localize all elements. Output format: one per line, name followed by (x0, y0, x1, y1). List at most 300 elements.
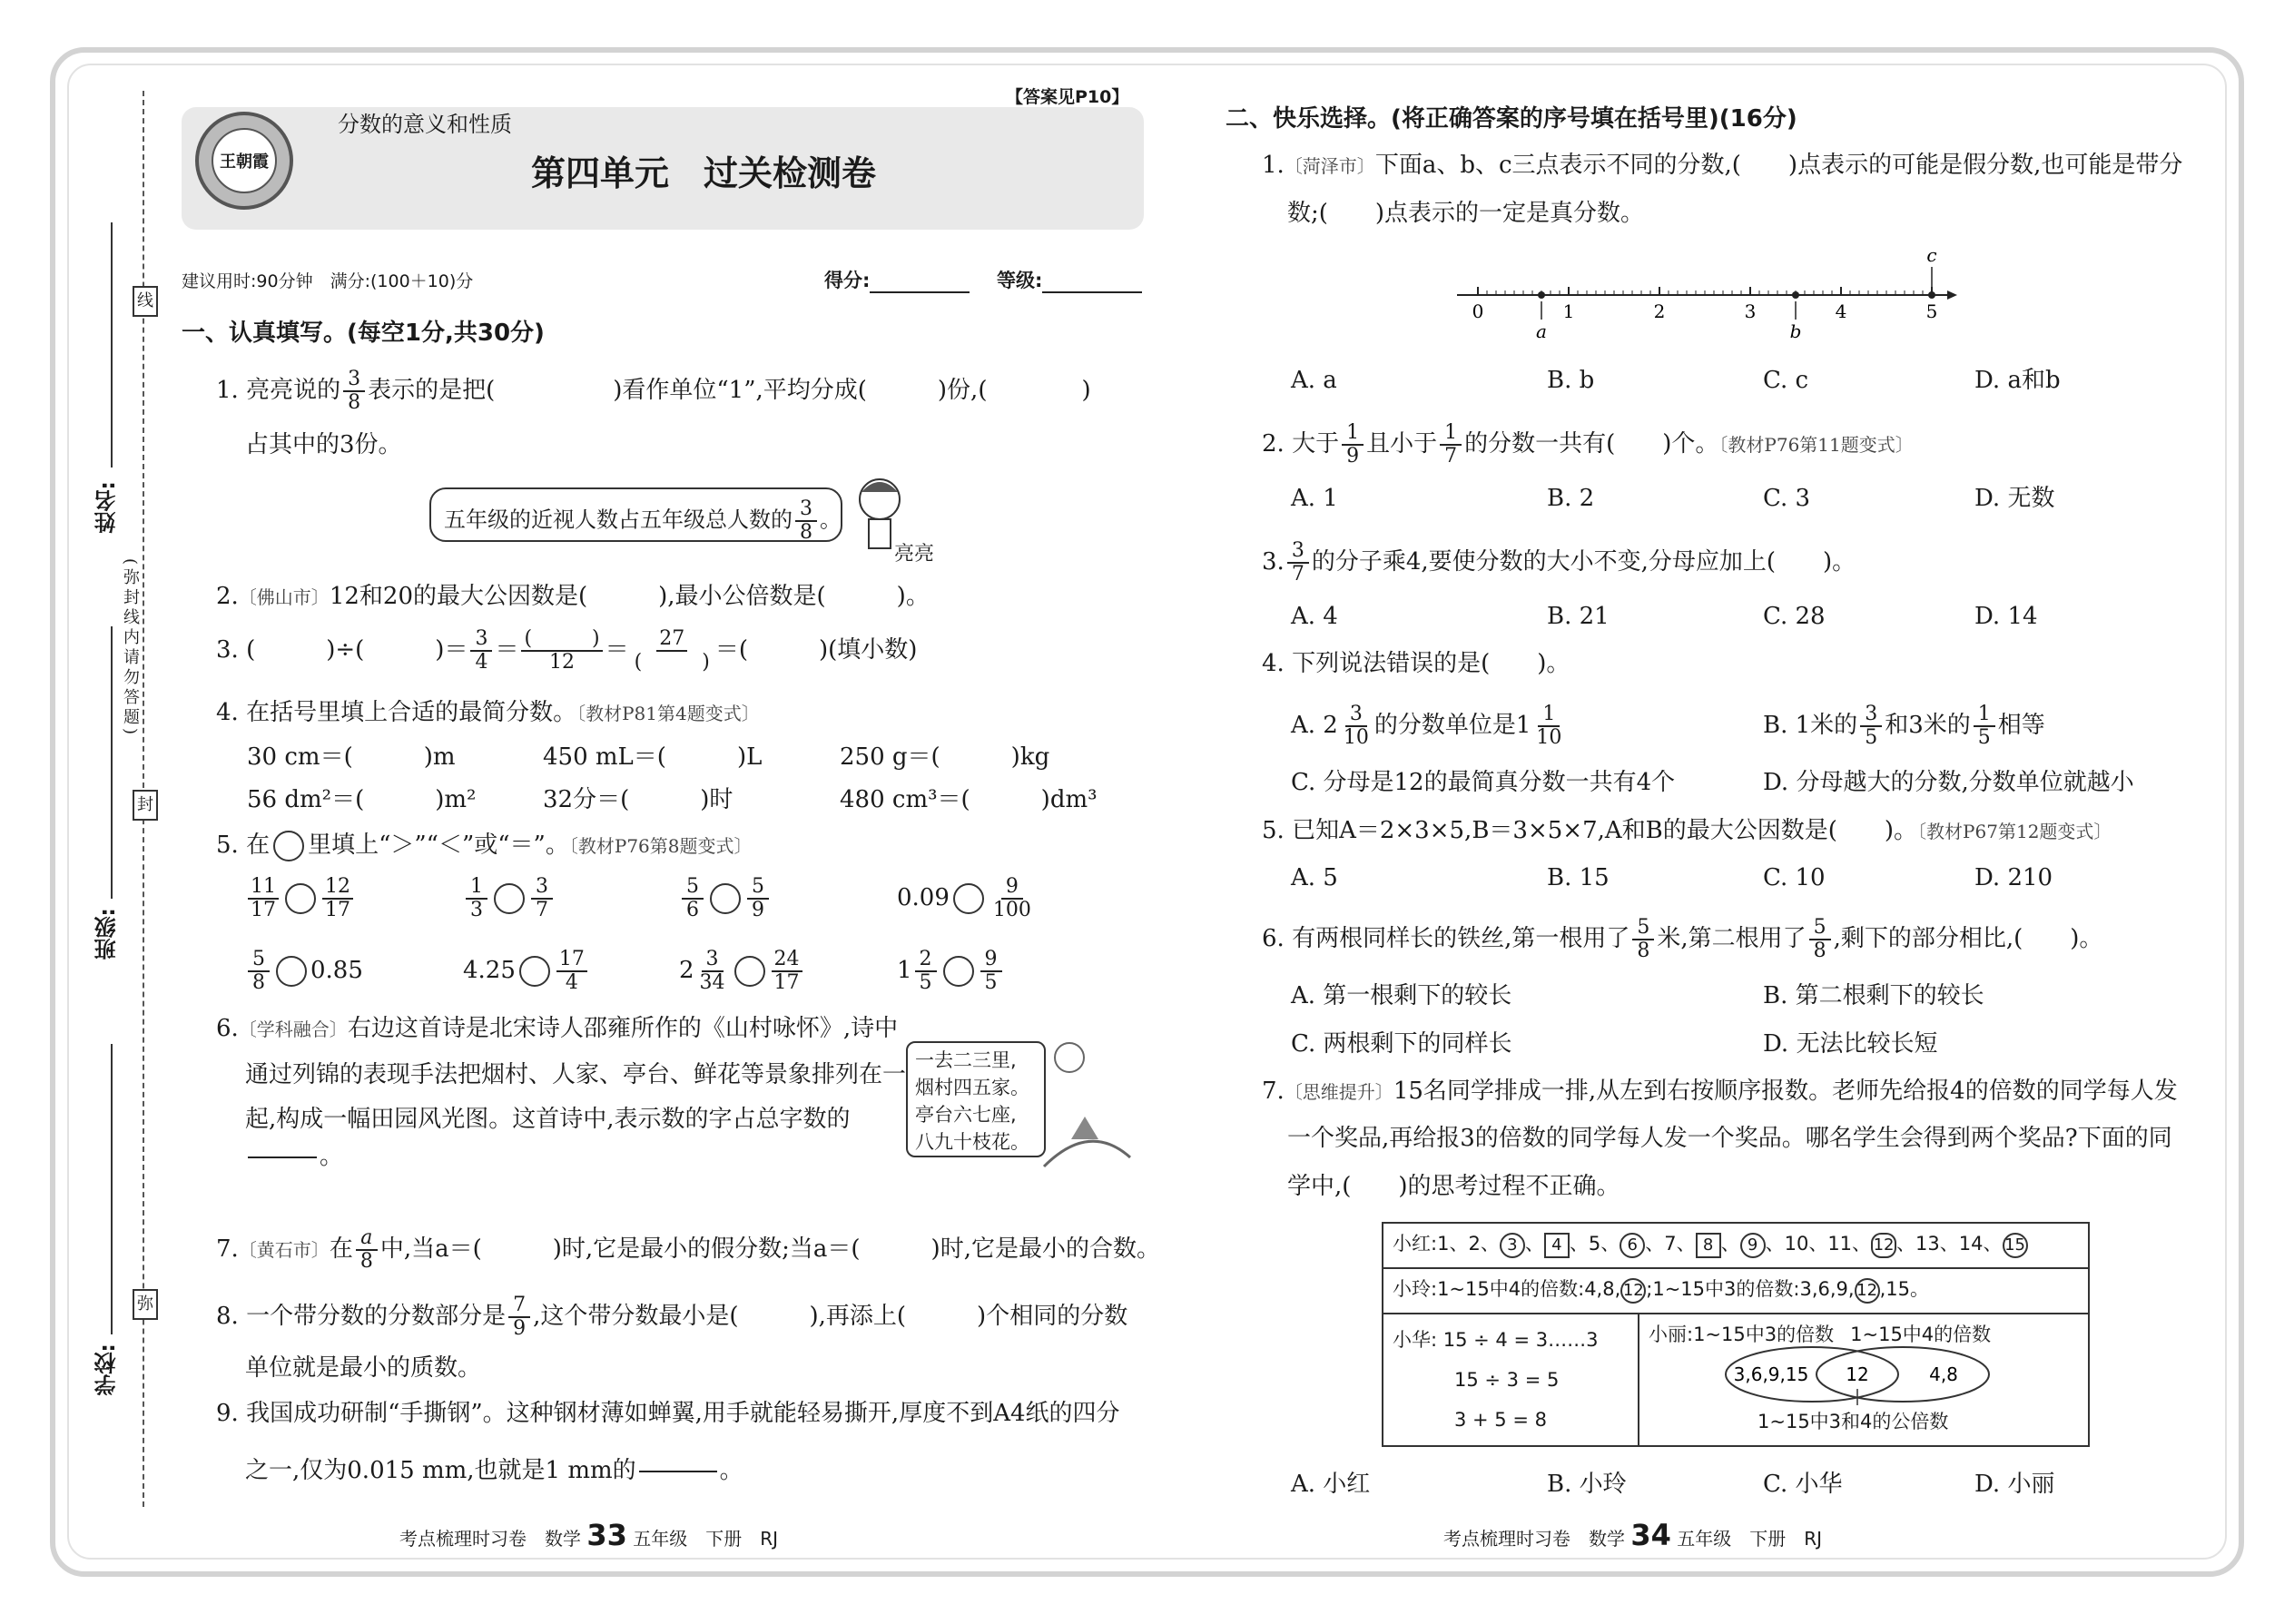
tick-label-5: 5 (1925, 300, 1938, 322)
s2-q1-tag: 〔菏泽市〕 (1284, 155, 1375, 177)
q6-blank-den[interactable] (277, 1158, 289, 1180)
hong-separator: 、 (1720, 1233, 1740, 1255)
s2-q7-opt-c[interactable]: C. 小华 (1763, 1471, 1843, 1498)
q5-c7-left (697, 949, 728, 994)
class-line (111, 626, 113, 899)
q5-c1-right (322, 876, 353, 921)
number-line-diagram (1452, 245, 1961, 345)
q7-fraction (356, 1227, 378, 1273)
q4-number: 4. (216, 699, 239, 726)
s2-q4-number: 4. (1262, 650, 1285, 677)
s2-q3-frac-num: 3 (1287, 540, 1309, 564)
number-line-ticks (1478, 287, 1932, 295)
ling-text-c: ,15。 (1879, 1278, 1929, 1300)
q7-text-a: 在 (329, 1235, 353, 1263)
binding-note: (弥封线内请勿答题) (121, 558, 140, 739)
q5-c8-rd: 5 (984, 971, 998, 994)
q5-c2-left (466, 876, 487, 921)
q3-f3-num: 27 (656, 628, 687, 652)
q5-c4-circle[interactable] (953, 883, 984, 914)
q5-c3-ln: 5 (682, 876, 704, 900)
point-b-marker (1790, 291, 1802, 342)
s2-q1-opt-c[interactable]: C. c (1763, 367, 1809, 394)
s2-q4-b-frac2 (1974, 704, 1995, 749)
s2-q4-b-frac1 (1860, 704, 1882, 749)
hong-number: 4 (1544, 1233, 1570, 1258)
answer-reference: 【答案见P10】 (1006, 87, 1129, 107)
q4-tag: 〔教材P81第4题变式〕 (576, 703, 760, 724)
ling-text-a: 小玲:1~15中4的倍数:4,8, (1393, 1278, 1621, 1300)
table-row-hong (1383, 1223, 2089, 1268)
s2-q2-opt-c[interactable]: C. 3 (1763, 485, 1811, 512)
s2-q2-frac1 (1342, 422, 1364, 468)
q7-tag: 〔黄石市〕 (238, 1239, 330, 1261)
q5-compare-1 (245, 876, 356, 921)
q2-number: 2. (216, 583, 239, 610)
s2-q6 (1262, 917, 2102, 962)
s2-q1-opt-b[interactable]: B. b (1547, 367, 1595, 394)
s2-q1-opt-d[interactable]: D. a和b (1974, 367, 2061, 394)
q8-fraction (508, 1294, 530, 1340)
s2-q5-opt-b[interactable]: B. 15 (1547, 864, 1610, 891)
hong-separator: 、 (1645, 1233, 1665, 1255)
tick-label-2: 2 (1653, 300, 1666, 322)
s2-q2-opt-b[interactable]: B. 2 (1547, 485, 1595, 512)
bubble-frac-den: 8 (800, 521, 812, 544)
s2-q2-opt-d[interactable]: D. 无数 (1974, 485, 2055, 512)
ling-text-b: ;1~15中3的倍数:3,6,9, (1646, 1278, 1855, 1300)
q6-blank-num[interactable] (248, 1135, 317, 1158)
poem-line-4: 八九十枝花。 (915, 1131, 1029, 1153)
s2-q2-text-a: 大于 (1292, 430, 1340, 458)
li-label2: 1~15中4的倍数 (1850, 1324, 1992, 1345)
q6-tag: 〔学科融合〕 (238, 1019, 348, 1040)
q5-compare-3 (679, 876, 772, 921)
s2-q4-a-frac2 (1533, 704, 1564, 749)
q3-eq1: ＝ (495, 636, 519, 664)
q5-c6-rn: 17 (556, 949, 587, 972)
s2-q6-text-a: 有两根同样长的铁丝,第一根用了 (1292, 925, 1630, 952)
q5-c1-left (248, 876, 279, 921)
s2-q4-opt-b[interactable] (1763, 704, 2045, 749)
name-label: 姓名: (94, 481, 120, 534)
publisher-logo (195, 112, 293, 210)
s1-q1-line2: 占其中的3份。 (245, 431, 402, 458)
s2-q6-opt-c[interactable]: C. 两根剩下的同样长 (1291, 1030, 1512, 1058)
school-label: 学校: (94, 1343, 120, 1396)
s2-q6-opt-a[interactable]: A. 第一根剩下的较长 (1291, 982, 1512, 1009)
hong-number: 13 (1915, 1233, 1940, 1255)
q7-text-b: 中,当a＝( )时,它是最小的假分数;当a＝( )时,它是最小的合数。 (379, 1235, 1160, 1263)
q6-line2: 通过列锦的表现手法把烟村、人家、亭台、鲜花等景象排列在一 (245, 1061, 907, 1088)
hong-number: 6 (1620, 1233, 1645, 1258)
q5-c3-ld: 6 (686, 899, 699, 921)
poem-line-3: 亭台六七座, (915, 1104, 1017, 1126)
q5-compare-2 (463, 876, 556, 921)
s2-q1-number: 1. (1262, 152, 1285, 179)
bubble-text-wrap (444, 498, 842, 544)
q3-eq2: ＝ (605, 636, 629, 664)
s2-q7-line2: 一个奖品,再给报3的倍数的同学每人发一个奖品。哪名学生会得到两个奖品?下面的同 (1287, 1125, 2172, 1152)
q9-blank-num[interactable] (639, 1449, 717, 1472)
s2-q2-text-c: 的分数一共有( )个。 (1464, 430, 1719, 458)
footer-left (399, 1518, 778, 1552)
hong-separator: 、 (1569, 1233, 1589, 1255)
tick-label-1: 1 (1562, 300, 1575, 322)
q2-tag: 〔佛山市〕 (238, 586, 330, 608)
s1-q2 (216, 581, 930, 613)
venn-center-text: 12 (1846, 1363, 1869, 1385)
hong-separator: 、 (1765, 1233, 1785, 1255)
q5-c3-rn: 5 (747, 876, 769, 900)
hua-line-1: 小华: 15 ÷ 4 = 3……3 (1393, 1329, 1599, 1351)
q5-c4-rn: 9 (1001, 876, 1023, 900)
q5-c7-circle[interactable] (734, 956, 765, 987)
s2-q3-frac (1287, 540, 1309, 586)
q5-c7-ld: 34 (699, 971, 725, 994)
s2-q4-a-f1-num: 3 (1345, 704, 1367, 727)
s2-q5-number: 5. (1262, 817, 1285, 844)
hua-cell (1383, 1314, 1639, 1446)
s1-q7 (216, 1227, 1160, 1273)
q5-c7-rn: 24 (772, 949, 802, 972)
s2-q3-opt-a[interactable]: A. 4 (1291, 603, 1338, 630)
s2-q7-tag: 〔思维提升〕 (1284, 1081, 1393, 1103)
q3-text-b: ＝( )(填小数) (714, 636, 918, 664)
li-bottom-label: 1~15中3和4的公倍数 (1757, 1411, 1949, 1432)
s2-q4-b-end: 相等 (1997, 712, 2045, 739)
s2-q4-a-mid: 的分数单位是1 (1373, 712, 1531, 739)
hong-separator: 、 (1676, 1233, 1696, 1255)
s2-q6-f1-num: 5 (1632, 917, 1654, 940)
grade-label: 等级: (997, 270, 1043, 291)
s2-q2-f2-den: 7 (1444, 445, 1458, 468)
s2-q5-opt-a[interactable]: A. 5 (1291, 864, 1338, 891)
q3-f1-den: 4 (475, 651, 488, 674)
hong-separator: 、 (1524, 1233, 1544, 1255)
q5-compare-5 (245, 949, 363, 994)
venn-right-ellipse (1816, 1347, 1989, 1402)
q5-text-a: 在 (246, 832, 271, 859)
q3-f3-den: ( ) (634, 651, 710, 674)
q5-c7-right (772, 949, 802, 994)
q3-frac1 (470, 628, 492, 674)
s1-q5 (216, 830, 753, 861)
q9-line2: 之一,仅为0.015 mm,也就是1 mm的 (245, 1457, 636, 1484)
q5-c3-right (747, 876, 769, 921)
q3-f2-num: ( ) (521, 628, 602, 652)
s2-q2 (1262, 422, 1914, 468)
hong-number: 2 (1468, 1233, 1481, 1255)
hua-line-3: 3 + 5 = 8 (1454, 1409, 1547, 1431)
s2-q1-line1: 下面a、b、c三点表示不同的分数,( )点表示的可能是假分数,也可能是带分 (1374, 152, 2183, 179)
q5-c3-rd: 9 (752, 899, 764, 921)
venn-right-text: 4,8 (1929, 1363, 1958, 1385)
q5-c5-ld: 8 (252, 971, 265, 994)
hong-number: 9 (1740, 1233, 1766, 1258)
q9-end: 。 (719, 1457, 743, 1484)
s1-q9 (216, 1398, 1120, 1429)
s2-q4-text: 下列说法错误的是( )。 (1292, 650, 1570, 677)
li-label: 小丽:1~15中3的倍数 (1649, 1324, 1835, 1345)
q8-line2: 单位就是最小的质数。 (245, 1354, 482, 1382)
q8-frac-num: 7 (508, 1294, 530, 1318)
hong-number: 10 (1784, 1233, 1809, 1255)
q8-text-b: ,这个带分数最小是( ),再添上( )个相同的分数 (533, 1303, 1128, 1330)
s2-q6-f2-num: 5 (1809, 917, 1831, 940)
q5-c8-ln: 2 (915, 949, 937, 972)
hong-separator: 、 (1939, 1233, 1959, 1255)
s1-q8 (216, 1294, 1127, 1340)
s2-q4-b-prefix: B. 1米的 (1763, 712, 1858, 739)
footer-left-a: 考点梳理时习卷 数学 (399, 1528, 581, 1550)
q5-c4-right (990, 876, 1034, 921)
s2-q6-f1-den: 8 (1637, 940, 1650, 962)
q5-c6-rd: 4 (565, 971, 578, 994)
ling-ring-12a: 12 (1620, 1278, 1646, 1304)
q3-f2-den: 12 (549, 651, 576, 674)
s2-q7-line1: 15名同学排成一排,从左到右按顺序报数。老师先给报4的倍数的同学每人发 (1393, 1078, 2178, 1105)
s2-q4-a-f1-den: 10 (1343, 726, 1369, 749)
bubble-fraction (795, 498, 817, 544)
s1-q6 (216, 1013, 898, 1045)
hua-line-2: 15 ÷ 3 = 5 (1454, 1369, 1560, 1391)
q5-c5-left (248, 949, 270, 994)
s2-q1-opt-a[interactable]: A. a (1291, 367, 1337, 394)
q3-frac2 (521, 628, 602, 674)
poem-box (906, 1041, 1046, 1157)
q5-c6-right (556, 949, 587, 994)
s2-q3-opt-c[interactable]: C. 28 (1763, 603, 1826, 630)
hong-number: 7 (1664, 1233, 1677, 1255)
q5-c4-left: 0.09 (897, 884, 950, 911)
venn-diagram (1721, 1343, 1994, 1407)
q5-tag: 〔教材P76第8题变式〕 (568, 835, 753, 857)
q5-c2-rd: 7 (536, 899, 548, 921)
hong-number: 3 (1500, 1233, 1525, 1258)
q5-c3-circle[interactable] (710, 883, 741, 914)
hong-number: 1 (1437, 1233, 1450, 1255)
score-label: 得分: (824, 270, 871, 291)
s2-q2-f1-den: 9 (1346, 445, 1360, 468)
q5-c6-circle[interactable] (519, 956, 550, 987)
q4-item-2: 450 mL＝( )L (543, 743, 763, 771)
poem-line-1: 一去二三里, (915, 1049, 1017, 1071)
s2-q4-b-mid: 和3米的 (1885, 712, 1971, 739)
q4-text: 在括号里填上合适的最简分数。 (246, 699, 577, 726)
q3-f1-num: 3 (470, 628, 492, 652)
q1-number: 1. (216, 377, 239, 404)
boy-name: 亮亮 (894, 543, 935, 566)
q5-c5-circle[interactable] (276, 956, 307, 987)
ling-ring-12b: 12 (1855, 1278, 1880, 1304)
hong-label: 小红: (1393, 1233, 1438, 1255)
grade-blank[interactable] (1042, 291, 1142, 293)
school-line (111, 1044, 113, 1334)
s2-q4-opt-c[interactable]: C. 分母是12的最简真分数一共有4个 (1291, 769, 1676, 796)
q4-item-5: 32分＝( )时 (543, 786, 733, 813)
score-field (824, 266, 970, 293)
s2-q6-text-c: ,剩下的部分相比,( )。 (1833, 925, 2103, 952)
s2-q6-opt-b[interactable]: B. 第二根剩下的较长 (1763, 982, 1984, 1009)
q5-c1-rd: 17 (325, 899, 350, 921)
point-b-label: b (1789, 320, 1802, 342)
hong-separator: 、 (1449, 1233, 1469, 1255)
s2-q4-a-f2-num: 1 (1538, 704, 1560, 727)
s2-q6-opt-d[interactable]: D. 无法比较长短 (1763, 1030, 1938, 1058)
q5-c2-circle[interactable] (494, 883, 525, 914)
q8-text-a: 一个带分数的分数部分是 (246, 1303, 507, 1330)
s2-q1 (1262, 150, 2182, 182)
s2-q7-line3: 学中,( )的思考过程不正确。 (1287, 1173, 1620, 1200)
q5-c2-ld: 3 (470, 899, 483, 921)
q4-item-1: 30 cm＝( )m (247, 743, 456, 771)
s2-q4-a-frac1 (1341, 704, 1372, 749)
q5-c1-circle[interactable] (285, 883, 316, 914)
s2-q6-number: 6. (1262, 925, 1285, 952)
q5-c7-whole: 2 (679, 957, 694, 984)
s2-q3-opt-b[interactable]: B. 21 (1547, 603, 1610, 630)
s2-q2-f1-num: 1 (1342, 422, 1364, 446)
s2-q4-opt-d[interactable]: D. 分母越大的分数,分数单位就越小 (1763, 769, 2134, 796)
q7-frac-den: 8 (359, 1250, 373, 1273)
section2-title: 二、快乐选择。(将正确答案的序号填在括号里)(16分) (1226, 105, 1797, 133)
s1-q1 (216, 369, 1091, 414)
s1-q4 (216, 697, 760, 729)
footer-right-b: 五年级 下册 RJ (1677, 1528, 1823, 1550)
name-line (111, 222, 113, 468)
q5-c7-ln: 3 (702, 949, 724, 972)
s2-q4-b-f2-den: 5 (1977, 726, 1991, 749)
s2-q3-number: 3. (1262, 548, 1285, 576)
q9-blank-den[interactable] (672, 1472, 684, 1494)
hong-sequence (1437, 1233, 2027, 1255)
tick-label-0: 0 (1472, 300, 1484, 322)
hong-cell (1383, 1223, 2089, 1268)
class-label: 班级: (94, 908, 120, 960)
s2-q3-opt-d[interactable]: D. 14 (1974, 603, 2038, 630)
q9-number: 9. (216, 1400, 239, 1427)
topic-label: 分数的意义和性质 (338, 112, 512, 137)
table-row-hua-li (1383, 1314, 2089, 1446)
s2-q6-frac2 (1809, 917, 1831, 962)
speech-bubble (429, 487, 842, 542)
q5-c1-rn: 12 (322, 876, 353, 900)
time-info: 建议用时:90分钟 满分:(100＋10)分 (182, 271, 474, 291)
q5-c8-rn: 9 (980, 949, 1002, 972)
q5-compare-4 (897, 876, 1037, 921)
thinking-table (1382, 1222, 2090, 1447)
page-number-right: 34 (1630, 1518, 1671, 1552)
bubble-frac-num: 3 (795, 498, 817, 522)
s2-q2-tag: 〔教材P76第11题变式〕 (1718, 434, 1914, 456)
q5-c2-ln: 1 (466, 876, 487, 900)
q5-compare-8 (897, 949, 1005, 994)
s2-q4-b-f1-num: 3 (1860, 704, 1882, 727)
venn-left-text: 3,6,9,15 (1733, 1363, 1809, 1385)
s2-q7-opt-b[interactable]: B. 小玲 (1547, 1471, 1627, 1498)
q4-item-6: 480 cm³＝( )dm³ (840, 786, 1098, 813)
q5-c5-right: 0.85 (310, 957, 363, 984)
q5-c8-whole: 1 (897, 957, 912, 984)
page-title: 第四单元 过关检测卷 (531, 153, 877, 193)
hong-separator: 、 (1896, 1233, 1916, 1255)
q9-line2-wrap (245, 1449, 743, 1494)
s2-q5 (1262, 815, 2112, 847)
q6-answer-fraction (245, 1135, 343, 1180)
bubble-text: 五年级的近视人数占五年级总人数的 (444, 507, 793, 533)
s2-q5-opt-c[interactable]: C. 10 (1763, 864, 1826, 891)
s2-q7-opt-d[interactable]: D. 小丽 (1974, 1471, 2055, 1498)
q5-c6-left: 4.25 (463, 957, 516, 984)
s2-q4-opt-a[interactable] (1291, 704, 1567, 749)
s2-q2-f2-num: 1 (1440, 422, 1462, 446)
s2-q2-frac2 (1440, 422, 1462, 468)
s2-q4-a-prefix: A. 2 (1291, 712, 1338, 739)
poem-line-2: 烟村四五家。 (915, 1077, 1029, 1098)
q5-c3-left (682, 876, 704, 921)
q7-frac-num: a (356, 1227, 378, 1251)
q1-text-a: 亮亮说的 (246, 377, 341, 404)
q5-c8-left (915, 949, 937, 994)
tick-label-4: 4 (1835, 300, 1847, 322)
footer-left-b: 五年级 下册 RJ (633, 1528, 779, 1550)
ling-cell (1383, 1268, 2089, 1314)
q5-compare-6 (463, 949, 590, 994)
q6-blank-frac[interactable] (248, 1135, 317, 1180)
q5-c7-rd: 17 (773, 971, 800, 994)
s2-q2-text-b: 且小于 (1366, 430, 1438, 458)
s2-q4-b-f2-num: 1 (1974, 704, 1995, 727)
s1-q3 (216, 628, 917, 674)
q1-fraction (343, 369, 365, 414)
q3-frac3 (632, 628, 713, 674)
hong-number: 5 (1588, 1233, 1601, 1255)
seal-seal-box: 封 (133, 790, 158, 821)
s2-q2-opt-a[interactable]: A. 1 (1291, 485, 1338, 512)
q8-number: 8. (216, 1303, 239, 1330)
q1-frac-num: 3 (343, 369, 365, 392)
q9-blank-frac[interactable] (639, 1449, 717, 1494)
q5-c8-ld: 5 (919, 971, 932, 994)
q6-line1: 右边这首诗是北宋诗人邵雍所作的《山村咏怀》,诗中 (347, 1015, 899, 1042)
s2-q5-tag: 〔教材P67第12题变式〕 (1917, 821, 2112, 842)
q2-text: 12和20的最大公因数是( ),最小公倍数是( )。 (329, 583, 930, 610)
q9-line1: 我国成功研制“手撕钢”。这种钢材薄如蝉翼,用手就能轻易撕开,厚度不到A4纸的四分 (246, 1400, 1120, 1427)
section1-title: 一、认真填写。(每空1分,共30分) (182, 320, 545, 347)
s2-q7-opt-a[interactable]: A. 小红 (1291, 1471, 1371, 1498)
tick-label-3: 3 (1744, 300, 1757, 322)
q5-c8-circle[interactable] (943, 956, 974, 987)
score-blank[interactable] (870, 291, 970, 293)
hong-number: 8 (1696, 1233, 1721, 1258)
q5-c2-right (531, 876, 553, 921)
q6-number: 6. (216, 1015, 239, 1042)
s2-q4-b-f1-den: 5 (1865, 726, 1878, 749)
q4-item-3: 250 g＝( )kg (840, 743, 1050, 771)
q5-c1-ld: 17 (251, 899, 276, 921)
li-cell (1639, 1314, 2089, 1446)
hong-separator: 、 (1852, 1233, 1872, 1255)
table-row-ling (1383, 1268, 2089, 1314)
s2-q2-number: 2. (1262, 430, 1285, 458)
hong-number: 15 (2003, 1233, 2028, 1258)
s2-q5-opt-d[interactable]: D. 210 (1974, 864, 2053, 891)
q3-text-a: ( )÷( )＝ (246, 636, 468, 664)
point-c-label: c (1926, 245, 1937, 266)
hong-number: 12 (1871, 1233, 1896, 1258)
q1-frac-den: 8 (348, 391, 361, 414)
